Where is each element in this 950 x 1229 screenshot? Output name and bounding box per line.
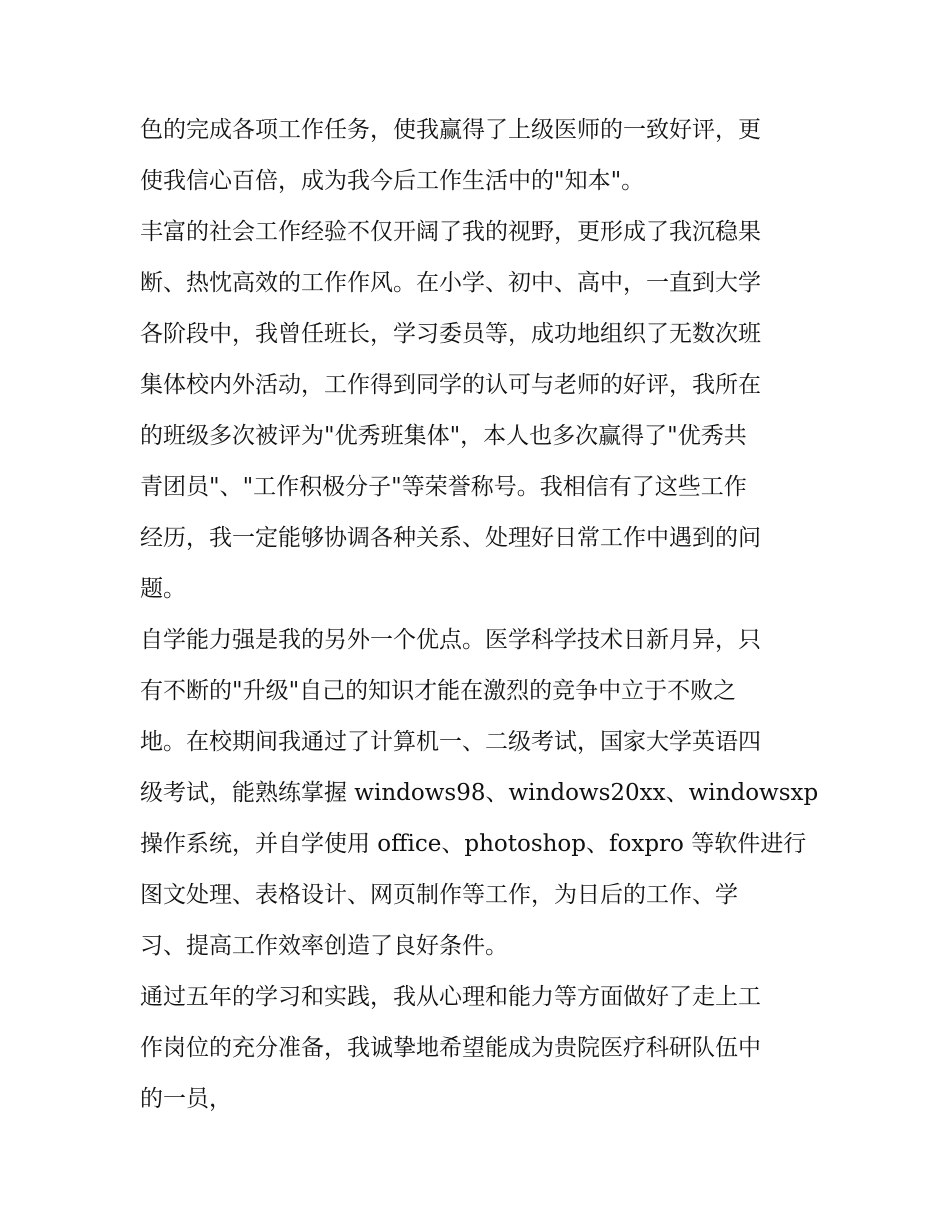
document-body <box>140 105 820 1125</box>
text-line: 操作系统，并自学使用 office、photoshop、foxpro 等软件进行 <box>140 831 807 857</box>
text-line: 的班级多次被评为"优秀班集体"，本人也多次赢得了"优秀共 <box>140 423 747 449</box>
text-line: 青团员"、"工作积极分子"等荣誉称号。我相信有了这些工作 <box>140 474 747 500</box>
text-line: 自学能力强是我的另外一个优点。医学科学技术日新月异，只 <box>140 627 761 653</box>
text-line: 各阶段中，我曾任班长，学习委员等，成功地组织了无数次班 <box>140 321 761 347</box>
text-line: 丰富的社会工作经验不仅开阔了我的视野，更形成了我沉稳果 <box>140 219 761 245</box>
text-line: 习、提高工作效率创造了良好条件。 <box>140 933 508 959</box>
text-line: 集体校内外活动，工作得到同学的认可与老师的好评，我所在 <box>140 372 761 398</box>
text-line: 使我信心百倍，成为我今后工作生活中的"知本"。 <box>140 168 645 194</box>
text-line: 经历，我一定能够协调各种关系、处理好日常工作中遇到的问 <box>140 525 761 551</box>
text-line: 作岗位的充分准备，我诚挚地希望能成为贵院医疗科研队伍中 <box>140 1035 761 1061</box>
text-line: 题。 <box>140 576 186 602</box>
text-line: 通过五年的学习和实践，我从心理和能力等方面做好了走上工 <box>140 984 761 1010</box>
text-line: 的一员， <box>140 1086 232 1112</box>
text-line: 色的完成各项工作任务，使我赢得了上级医师的一致好评，更 <box>140 117 761 143</box>
text-line: 级考试，能熟练掌握 windows98、windows20xx、windowsxp <box>140 780 819 806</box>
text-line: 地。在校期间我通过了计算机一、二级考试，国家大学英语四 <box>140 729 761 755</box>
text-line: 图文处理、表格设计、网页制作等工作，为日后的工作、学 <box>140 882 738 908</box>
text-line: 有不断的"升级"自己的知识才能在激烈的竞争中立于不败之 <box>140 678 737 704</box>
text-line: 断、热忱高效的工作作风。在小学、初中、高中，一直到大学 <box>140 270 761 296</box>
